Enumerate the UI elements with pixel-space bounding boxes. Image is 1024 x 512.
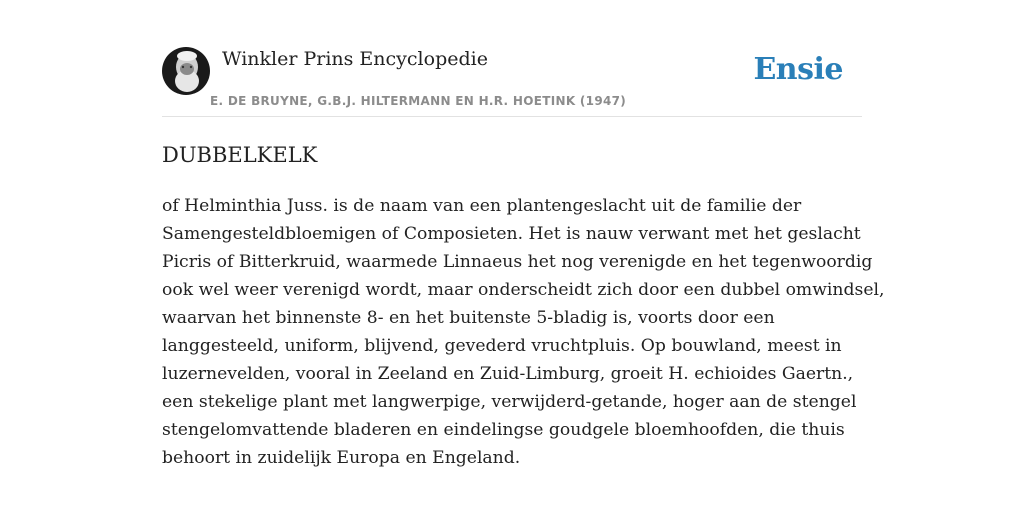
source-authors: E. DE BRUYNE, G.B.J. HILTERMANN EN H.R. HOETINK (1947) <box>210 94 627 108</box>
entry-body-line: behoort in zuidelijk Europa en Engeland. <box>162 448 521 468</box>
entry-body-line: luzernevelden, vooral in Zeeland en Zuid-Limburg, groeit H. echioides Gaertn., <box>162 364 854 384</box>
source-title[interactable]: Winkler Prins Encyclopedie <box>222 48 488 70</box>
entry-body-line: een stekelige plant met langwerpige, verwijderd-getande, hoger aan de stengel <box>162 392 857 412</box>
entry-body-line: langgesteeld, uniform, blijvend, gevederd vruchtpluis. Op bouwland, meest in <box>162 336 842 356</box>
entry-body-line: ook wel weer verenigd wordt, maar onderscheidt zich door een dubbel omwindsel, <box>162 280 885 300</box>
entry-body-line: Picris of Bitterkruid, waarmede Linnaeus het nog verenigde en het tegenwoordig <box>162 252 873 272</box>
entry-body-line: Samengesteldbloemigen of Composieten. Het is nauw verwant met het geslacht <box>162 224 861 244</box>
brand-logo[interactable]: Ensie <box>753 52 843 87</box>
entry-body <box>162 192 885 472</box>
entry-body-line: of Helminthia Juss. is de naam van een plantengeslacht uit de familie der <box>162 196 802 216</box>
entry-title: DUBBELKELK <box>162 143 318 167</box>
entry-body-line: stengelomvattende bladeren en eindelingse goudgele bloemhoofden, die thuis <box>162 420 845 440</box>
source-header <box>162 46 862 117</box>
bearded-man-portrait-icon <box>162 47 210 95</box>
entry-body-line: waarvan het binnenste 8- en het buitenste 5-bladig is, voorts door een <box>162 308 775 328</box>
